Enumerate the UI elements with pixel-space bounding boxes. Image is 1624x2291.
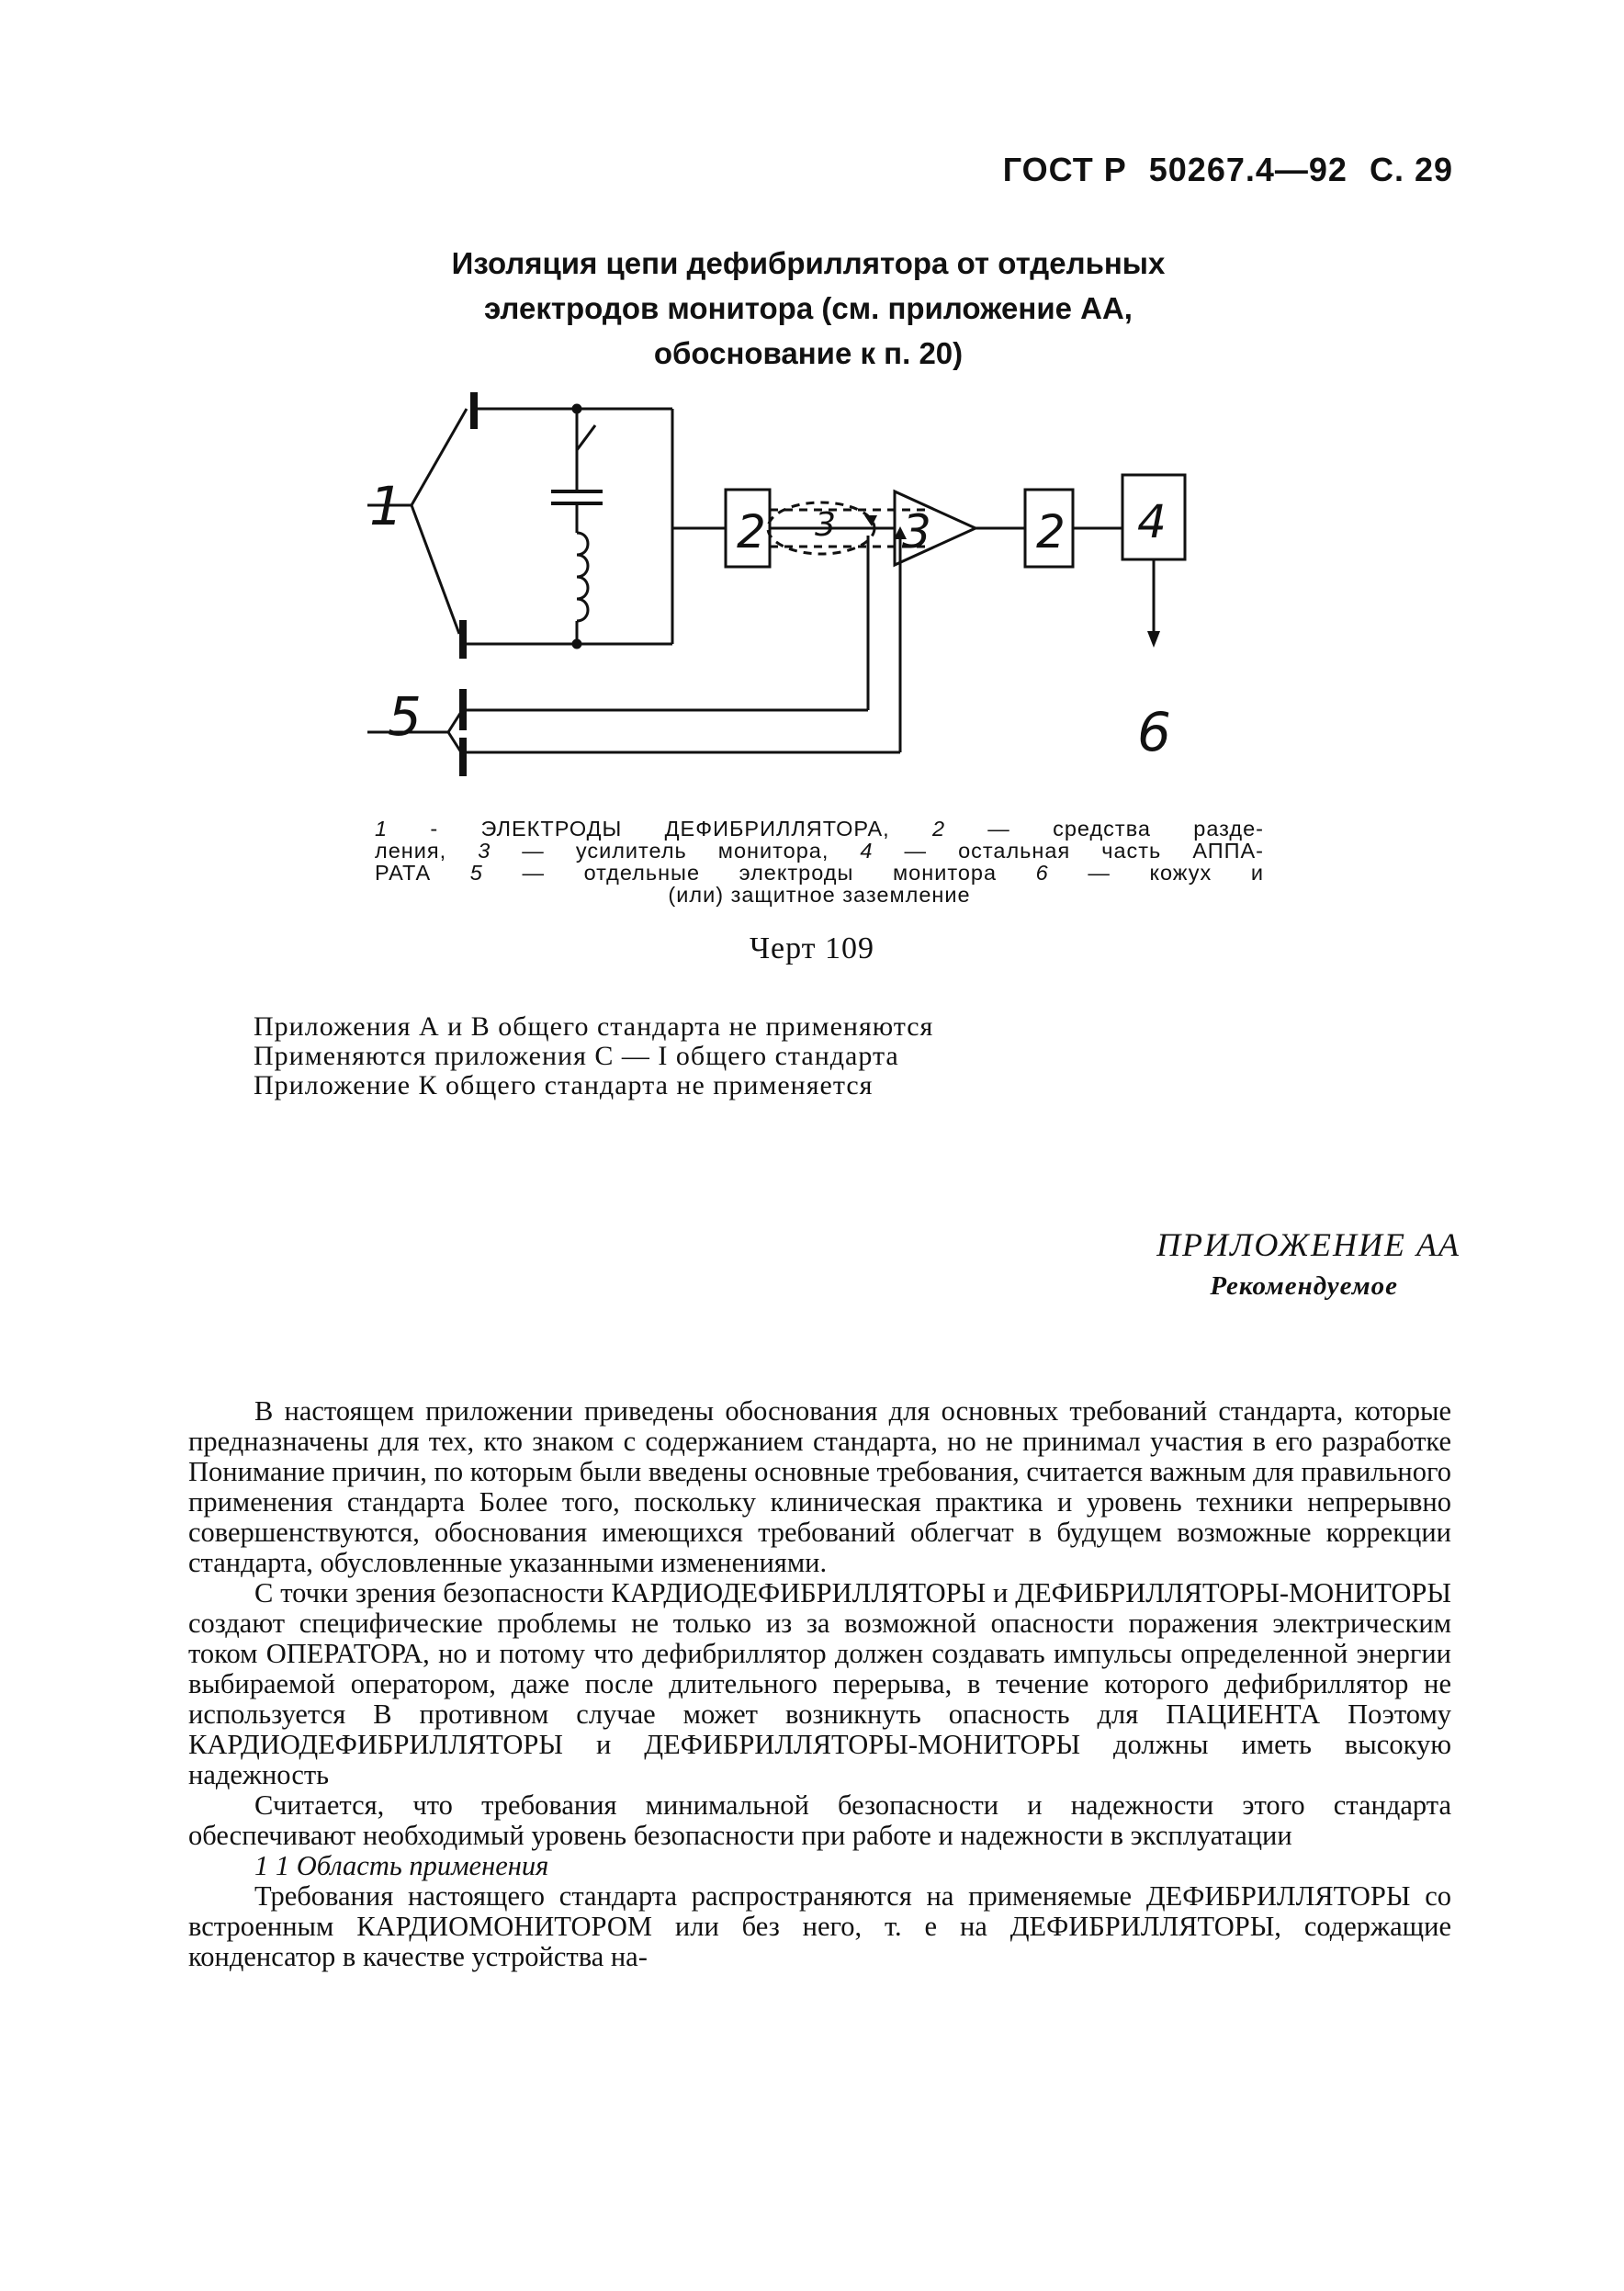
subsection-heading [188, 1851, 1451, 1881]
paragraph [188, 1578, 1451, 1790]
label-rest: 4 [1137, 495, 1167, 548]
figure-title-line: Изоляция цепи дефибриллятора от отдельных [451, 246, 1166, 280]
pointer-line [448, 732, 461, 752]
caption-line: (или) защитное заземление [668, 883, 971, 907]
pointer-line [448, 712, 461, 732]
caption-line: РАТА 5 — отдельные электроды монитора 6 — кожух и [375, 861, 1265, 885]
paragraph-text: Требования настоящего стандарта распространяются на применяемые ДЕФИБРИЛЛЯТОРЫ со встроенным КАРДИОМОНИТОРОМ или без него, т. е на ДЕФИБРИЛЛЯТОРЫ, содержащие конденсатор в качестве устройства на- [188, 1880, 1451, 1972]
annex-subtitle: Рекомендуемое [1210, 1271, 1398, 1301]
annex-title: ПРИЛОЖЕНИЕ АА [1156, 1226, 1460, 1263]
junction [573, 640, 581, 648]
switch-blade [577, 425, 595, 450]
annex-note: Приложение К общего стандарта не применяется [254, 1070, 874, 1100]
arrow-head-icon [1147, 631, 1160, 648]
label-amplifier: 3 [902, 505, 931, 559]
page-header [981, 151, 1453, 189]
label-amplifier-inline: 3 [815, 506, 836, 544]
paragraph [188, 1881, 1451, 1972]
page-number: С. 29 [1369, 151, 1453, 188]
caption-line: ления, 3 — усилитель монитора, 4 — остальная часть АППА- [375, 839, 1265, 863]
figure-caption [375, 818, 1264, 906]
paragraph-text: 1 1 Область применения [254, 1850, 549, 1881]
label-electrodes: 1 [369, 475, 403, 537]
caption-line: 1 - ЭЛЕКТРОДЫ ДЕФИБРИЛЛЯТОРА, 2 — средства разде- [375, 817, 1264, 841]
annex-note: Приложения А и В общего стандарта не применяются [254, 1011, 934, 1042]
paragraph [188, 1396, 1451, 1578]
inductor-coil [577, 533, 588, 621]
circuit-diagram [367, 372, 1268, 804]
paragraph-text: Считается, что требования минимальной безопасности и надежности этого стандарта обеспечивают необходимый уровень безопасности при работе и надежности в эксплуатации [188, 1789, 1451, 1851]
label-separation-a: 2 [737, 505, 766, 559]
body-text [188, 1396, 1451, 1972]
pointer-line [412, 409, 467, 505]
standard-number: 50267.4—92 [1148, 151, 1348, 188]
paragraph [188, 1790, 1451, 1851]
label-enclosure: 6 [1137, 701, 1171, 763]
label-separation-b: 2 [1036, 505, 1066, 559]
figure-title [349, 241, 1268, 376]
annex-note: Применяются приложения С — I общего стандарта [254, 1041, 899, 1071]
annex-notes [254, 1012, 933, 1100]
figure-title-line: электродов монитора (см. приложение АА, [484, 291, 1133, 325]
paragraph-text: В настоящем приложении приведены обоснования для основных требований стандарта, которые предназначены для тех, кто знаком с содержанием стандарта, но не принимал участия в его разработке Понимание причин, по которым были введены основные требования, считается важным для правильного применения стандарта Более того, поскольку клиническая практика и уровень техники непрерывно совершенствуются, обоснования имеющихся требований облегчат в будущем возможные коррекции стандарта, обусловленные указанными изменениями. [188, 1395, 1451, 1578]
junction [573, 405, 581, 412]
label-monitor-electrodes: 5 [388, 685, 422, 748]
figure-number: Черт 109 [749, 931, 875, 965]
pointer-line [412, 505, 459, 634]
paragraph-text: С точки зрения безопасности КАРДИОДЕФИБРИЛЛЯТОРЫ и ДЕФИБРИЛЛЯТОРЫ-МОНИТОРЫ создают специфические проблемы не только из за возможной опасности поражения электрическим током ОПЕРАТОРА, но и потому что дефибриллятор должен создавать импульсы определенной энергии выбираемой оператором, даже после длительного перерыва, в течение которого дефибриллятор не используется В противном случае может возникнуть опасность для ПАЦИЕНТА Поэтому КАРДИОДЕФИБРИЛЛЯТОРЫ и ДЕФИБРИЛЛЯТОРЫ-МОНИТОРЫ должны иметь высокую надежность [188, 1577, 1451, 1790]
standard-label: ГОСТ Р [1002, 151, 1127, 188]
figure-title-line: обоснование к п. 20) [653, 336, 964, 370]
